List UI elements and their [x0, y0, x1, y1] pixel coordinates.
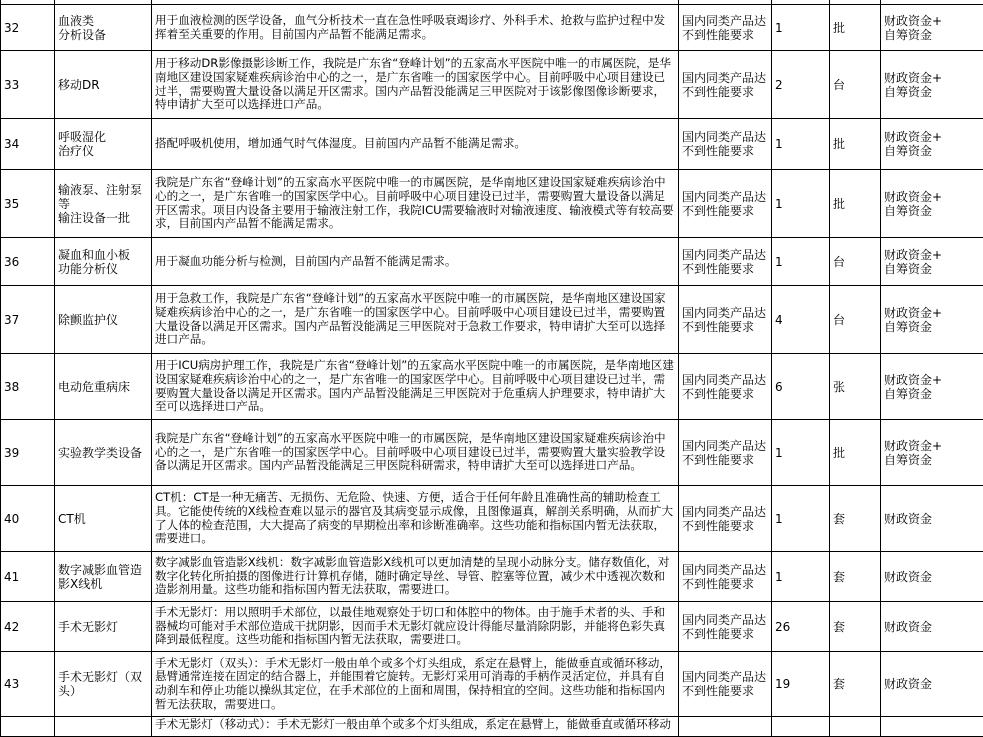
row-number: 34 [1, 119, 55, 170]
unit: 批 [830, 420, 881, 486]
funding-source: 财政资金+ 自筹资金 [881, 286, 983, 354]
row-number: 43 [1, 652, 55, 717]
quantity: 19 [772, 652, 830, 717]
import-reason: 国内同类产品达不到性能要求 [679, 652, 772, 717]
partial-bottom-desc: 手术无影灯（移动式）：手术无影灯一般由单个或多个灯头组成，系定在悬臂上，能做垂直或循环移动 [152, 717, 679, 737]
quantity: 1 [772, 5, 830, 51]
row-number: 36 [1, 238, 55, 286]
row-number: 42 [1, 602, 55, 652]
funding-source: 财政资金+ 自筹资金 [881, 354, 983, 420]
funding-source: 财政资金+ 自筹资金 [881, 51, 983, 119]
unit: 台 [830, 238, 881, 286]
equipment-name: 移动DR [55, 51, 152, 119]
import-reason: 国内同类产品达不到性能要求 [679, 238, 772, 286]
table-row [1, 652, 983, 717]
funding-source: 财政资金 [881, 652, 983, 717]
unit: 批 [830, 170, 881, 238]
equipment-name: 凝血和血小板 功能分析仪 [55, 238, 152, 286]
equipment-name: CT机 [55, 486, 152, 552]
quantity: 1 [772, 238, 830, 286]
quantity: 1 [772, 486, 830, 552]
equipment-name: 血液类 分析设备 [55, 5, 152, 51]
equipment-description: 数字减影血管造影X线机：数字减影血管造影X线机可以更加清楚的呈现小动脉分支。储存数值化，对数字化转化所拍摄的图像进行计算机存储，随时确定导丝、导管、腔塞等位置，减少术中透视次数和造影剂用量。这些功能和指标国内暂无法获取，需要进口。 [152, 552, 679, 602]
row-number: 33 [1, 51, 55, 119]
row-number: 37 [1, 286, 55, 354]
row-number: 41 [1, 552, 55, 602]
equipment-description: 搭配呼吸机使用，增加通气时气体湿度。目前国内产品暂不能满足需求。 [152, 119, 679, 170]
equipment-description: CT机：CT是一种无痛苦、无损伤、无危险、快速、方便，适合于任何年龄且准确性高的辅助检查工具。它能使传统的X线检查难以显示的器官及其病变显示成像，且图像逼真，解剖关系明确，从而扩大了人体的检查范围，大大提高了病变的早期检出率和诊断准确率。这些功能和指标国内暂无法获取，需要进口。 [152, 486, 679, 552]
import-reason: 国内同类产品达不到性能要求 [679, 354, 772, 420]
import-reason: 国内同类产品达不到性能要求 [679, 5, 772, 51]
quantity: 26 [772, 602, 830, 652]
table-row [1, 286, 983, 354]
equipment-description: 用于移动DR影像摄影诊断工作，我院是广东省“登峰计划”的五家高水平医院中唯一的市属医院，是华南地区建设国家疑难疾病诊治中心的之一，是广东省唯一的国家医学中心。目前呼吸中心项目建设已过半，需要购置大量设备以满足开区需求。国内产品暂没能满足三甲医院对于该影像图像诊断要求，特申请扩大至可以选择进口产品。 [152, 51, 679, 119]
equipment-name: 手术无影灯（双头） [55, 652, 152, 717]
import-reason: 国内同类产品达不到性能要求 [679, 602, 772, 652]
equipment-name: 除颤监护仪 [55, 286, 152, 354]
equipment-description: 手术无影灯：用以照明手术部位，以最佳地观察处于切口和体腔中的物体。由于施手术者的头、手和器械均可能对手术部位造成干扰阴影，因而手术无影灯就应设计得能尽量消除阴影，并能将色彩失真降到最低程度。这些功能和指标国内暂无法获取，需要进口。 [152, 602, 679, 652]
quantity: 2 [772, 51, 830, 119]
table-row [1, 170, 983, 238]
quantity: 1 [772, 170, 830, 238]
equipment-name: 输液泵、注射泵等 输注设备一批 [55, 170, 152, 238]
funding-source: 财政资金 [881, 486, 983, 552]
row-number: 40 [1, 486, 55, 552]
equipment-name: 手术无影灯 [55, 602, 152, 652]
funding-source: 财政资金+ 自筹资金 [881, 170, 983, 238]
unit: 套 [830, 552, 881, 602]
quantity: 1 [772, 420, 830, 486]
quantity: 1 [772, 119, 830, 170]
import-reason: 国内同类产品达不到性能要求 [679, 552, 772, 602]
unit: 套 [830, 486, 881, 552]
row-number: 35 [1, 170, 55, 238]
unit: 套 [830, 602, 881, 652]
table-row [1, 552, 983, 602]
unit: 套 [830, 652, 881, 717]
table-row [1, 486, 983, 552]
equipment-description: 用于ICU病房护理工作，我院是广东省“登峰计划”的五家高水平医院中唯一的市属医院，是华南地区建设国家疑难疾病诊治中心的之一，是广东省唯一的国家医学中心。目前呼吸中心项目建设已过半，需要购置大量设备以满足开区需求。国内产品暂没能满足三甲医院对于危重病人护理要求，特申请扩大至可以选择进口产品。 [152, 354, 679, 420]
equipment-description: 手术无影灯（双头）：手术无影灯一般由单个或多个灯头组成，系定在悬臂上，能做垂直或循环移动，悬臂通常连接在固定的结合器上，并能围着它旋转。无影灯采用可消毒的手柄作灵活定位，并具有自动刹车和停止功能以操纵其定位，在手术部位的上面和周围，保持相宜的空间。这些功能和指标国内暂无法获取，需要进口。 [152, 652, 679, 717]
funding-source: 财政资金 [881, 552, 983, 602]
import-reason: 国内同类产品达不到性能要求 [679, 51, 772, 119]
equipment-description: 用于凝血功能分析与检测，目前国内产品暂不能满足需求。 [152, 238, 679, 286]
funding-source: 财政资金 [881, 602, 983, 652]
import-reason: 国内同类产品达不到性能要求 [679, 286, 772, 354]
table-row [1, 5, 983, 51]
equipment-name: 电动危重病床 [55, 354, 152, 420]
unit: 台 [830, 286, 881, 354]
row-number: 32 [1, 5, 55, 51]
import-reason: 国内同类产品达不到性能要求 [679, 420, 772, 486]
equipment-description: 我院是广东省“登峰计划”的五家高水平医院中唯一的市属医院，是华南地区建设国家疑难疾病诊治中心的之一，是广东省唯一的国家医学中心。目前呼吸中心项目建设已过半，需要购置大量实验教学设备以满足开区需求。国内产品暂没能满足三甲医院科研需求，特申请扩大至可以选择进口产品。 [152, 420, 679, 486]
equipment-description: 我院是广东省“登峰计划”的五家高水平医院中唯一的市属医院，是华南地区建设国家疑难疾病诊治中心的之一，是广东省唯一的国家医学中心。目前呼吸中心项目建设已过半，需要购置大量设备以满足开区需求。项目内设备主要用于输液注射工作，我院ICU需要输液时对输液速度、输液模式等有较高要求，目前国内产品暂不能满足需求。 [152, 170, 679, 238]
quantity: 6 [772, 354, 830, 420]
equipment-description: 用于急救工作，我院是广东省“登峰计划”的五家高水平医院中唯一的市属医院，是华南地区建设国家疑难疾病诊治中心的之一，是广东省唯一的国家医学中心。目前呼吸中心项目建设已过半，需要购置大量设备以满足开区需求。国内产品暂没能满足三甲医院对于急救工作要求，特申请扩大至可以选择进口产品。 [152, 286, 679, 354]
table-row [1, 119, 983, 170]
import-reason: 国内同类产品达不到性能要求 [679, 119, 772, 170]
unit: 张 [830, 354, 881, 420]
funding-source: 财政资金+ 自筹资金 [881, 238, 983, 286]
row-number: 38 [1, 354, 55, 420]
import-reason: 国内同类产品达不到性能要求 [679, 486, 772, 552]
import-reason: 国内同类产品达不到性能要求 [679, 170, 772, 238]
table-row [1, 354, 983, 420]
equipment-name: 实验教学类设备 [55, 420, 152, 486]
equipment-name: 呼吸湿化 治疗仪 [55, 119, 152, 170]
funding-source: 财政资金+ 自筹资金 [881, 420, 983, 486]
funding-source: 财政资金+ 自筹资金 [881, 119, 983, 170]
table-row [1, 238, 983, 286]
table-row [1, 420, 983, 486]
funding-source: 财政资金+ 自筹资金 [881, 5, 983, 51]
table-row [1, 602, 983, 652]
equipment-description: 用于血液检测的医学设备，血气分析技术一直在急性呼吸衰竭诊疗、外科手术、抢救与监护过程中发挥着至关重要的作用。目前国内产品暂不能满足需求。 [152, 5, 679, 51]
table-row [1, 51, 983, 119]
row-number: 39 [1, 420, 55, 486]
equipment-name: 数字减影血管造影X线机 [55, 552, 152, 602]
quantity: 4 [772, 286, 830, 354]
quantity: 1 [772, 552, 830, 602]
unit: 批 [830, 119, 881, 170]
unit: 台 [830, 51, 881, 119]
unit: 批 [830, 5, 881, 51]
